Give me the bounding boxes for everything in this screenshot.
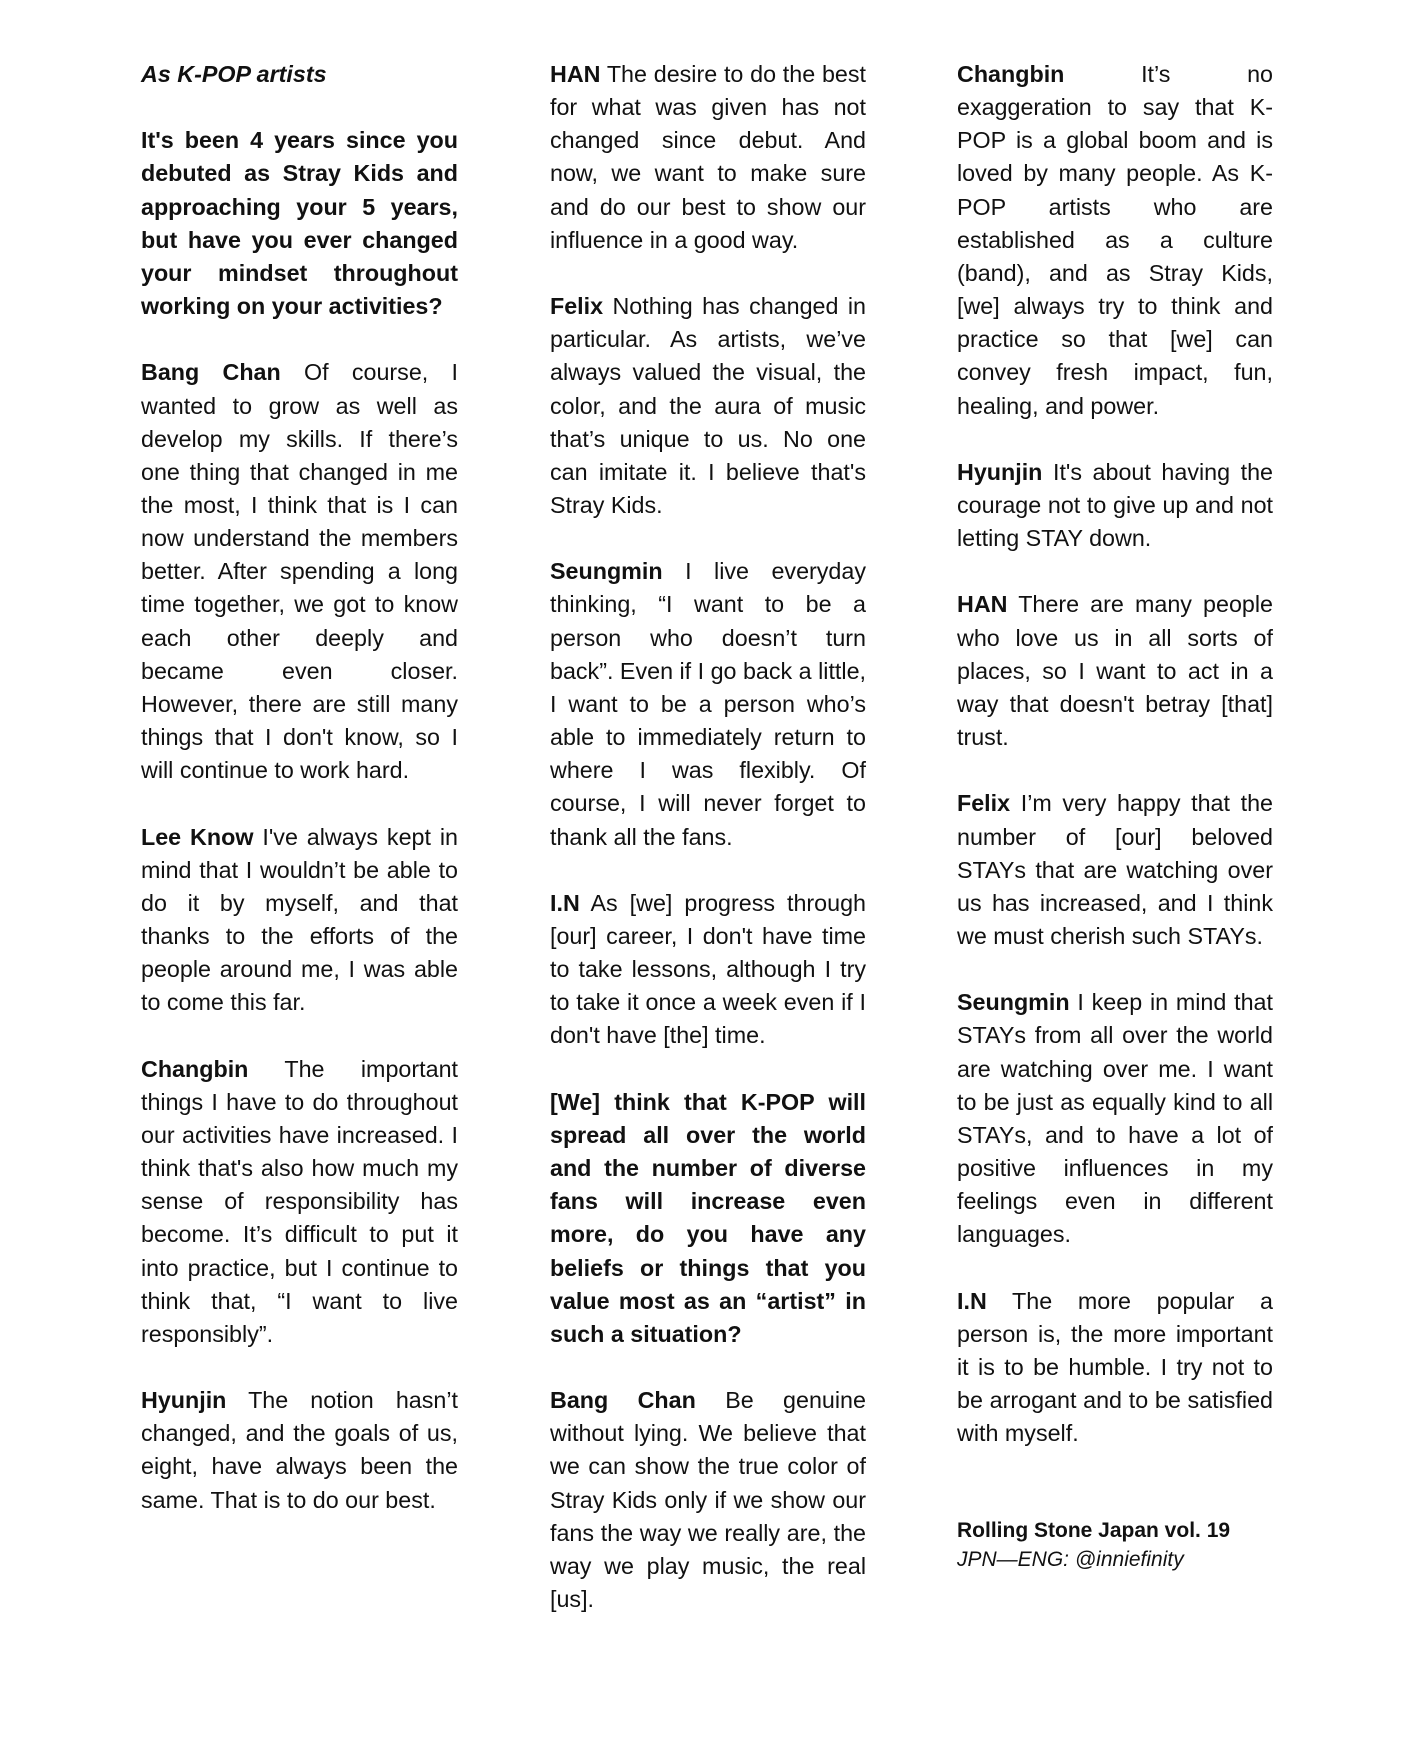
- answer-han: [550, 58, 866, 257]
- credit-source: Rolling Stone Japan vol. 19: [957, 1519, 1231, 1543]
- answer-han-2: [957, 588, 1273, 754]
- speaker: Hyunjin: [957, 458, 1043, 485]
- speaker: Lee Know: [141, 823, 254, 850]
- answer-text: I've always kept in mind that I wouldn’t be able to do it by myself, and that thanks to the efforts of the people around me, I was able to come this far.: [141, 823, 458, 1016]
- answer-bang-chan: [141, 356, 458, 787]
- answer-text: There are many people who love us in all sorts of places, so I want to act in a way that doesn't betray [that] trust.: [957, 591, 1273, 751]
- answer-text: The more popular a person is, the more important it is to be humble. I try not to be arrogant and to be satisfied with myself.: [957, 1287, 1273, 1447]
- answer-changbin: [141, 1053, 458, 1351]
- column-2: [550, 58, 866, 1649]
- credit-translator: JPN—ENG: @inniefinity: [957, 1548, 1184, 1572]
- answer-in-2: [957, 1285, 1273, 1451]
- answer-text: Nothing has changed in particular. As artists, we’ve always valued the visual, the color, and the aura of music that’s unique to us. No one can imitate it. I believe that's Stray Kids.: [550, 293, 866, 519]
- answer-text: The notion hasn’t changed, and the goals of us, eight, have always been the same. That is to do our best.: [141, 1387, 458, 1513]
- speaker: Seungmin: [957, 989, 1070, 1016]
- answer-changbin-2: [957, 58, 1273, 423]
- answer-text: Of course, I wanted to grow as well as develop my skills. If there’s one thing that changed in me the most, I think that is I can now understand the members better. After spending a long time together, we got to know each other deeply and became even closer. However, there are still many things that I don't know, so I will continue to work hard.: [141, 359, 458, 784]
- speaker: Bang Chan: [550, 1387, 696, 1414]
- speaker: Seungmin: [550, 558, 663, 585]
- column-3: [957, 58, 1273, 1574]
- credit: [957, 1516, 1273, 1574]
- answer-felix-2: [957, 787, 1273, 953]
- answer-in: [550, 887, 866, 1053]
- answer-text: I’m very happy that the number of [our] beloved STAYs that are watching over us has increased, and I think we must cherish such STAYs.: [957, 790, 1273, 950]
- speaker: Changbin: [957, 61, 1065, 87]
- answer-text: As [we] progress through [our] career, I don't have time to take lessons, although I try to take it once a week even if I don't have [the] time.: [550, 889, 866, 1049]
- answer-bang-chan-2: [550, 1384, 866, 1616]
- question-1: It's been 4 years since you debuted as Stray Kids and approaching your 5 years, but have you ever changed your mindset throughout working on your activities?: [141, 127, 458, 320]
- answer-text: I live everyday thinking, “I want to be a person who doesn’t turn back”. Even if I go back a little, I want to be a person who’s able to immediately return to where I was flexibly. Of course, I will never forget to thank all the fans.: [550, 558, 866, 850]
- question-2: [We] think that K-POP will spread all over the world and the number of diverse fans will increase even more, do you have any beliefs or things that you value most as an “artist” in such a situation?: [550, 1088, 866, 1347]
- answer-text: The desire to do the best for what was given has not changed since debut. And now, we want to make sure and do our best to show our influence in a good way.: [550, 61, 866, 253]
- answer-text: The important things I have to do throughout our activities have increased. I think that's also how much my sense of responsibility has become. It’s difficult to put it into practice, but I continue to think that, “I want to live responsibly”.: [141, 1055, 458, 1347]
- speaker: Changbin: [141, 1055, 249, 1082]
- answer-lee-know: [141, 821, 458, 1020]
- section-title: As K-POP artists: [141, 61, 327, 87]
- speaker: Felix: [957, 790, 1011, 817]
- speaker: HAN: [550, 61, 601, 87]
- answer-seungmin: [550, 555, 866, 853]
- answer-text: I keep in mind that STAYs from all over the world are watching over me. I want to be just as equally kind to all STAYs, and to have a lot of positive influences in my feelings even in different languages.: [957, 989, 1273, 1248]
- answer-text: It’s no exaggeration to say that K-POP is a global boom and is loved by many people. As K-POP artists who are established as a culture (band), and as Stray Kids, [we] always try to think and practice so that [we] can convey fresh impact, fun, healing, and power.: [957, 61, 1273, 419]
- answer-seungmin-2: [957, 986, 1273, 1251]
- column-1: [141, 58, 458, 1550]
- speaker: Felix: [550, 293, 604, 320]
- answer-hyunjin-2: [957, 456, 1273, 555]
- speaker: HAN: [957, 591, 1008, 618]
- answer-text: It's about having the courage not to give up and not letting STAY down.: [957, 458, 1273, 552]
- answer-hyunjin: [141, 1384, 458, 1517]
- speaker: I.N: [550, 889, 580, 916]
- speaker: Hyunjin: [141, 1387, 227, 1414]
- answer-felix: [550, 290, 866, 522]
- speaker: I.N: [957, 1287, 987, 1314]
- answer-text: Be genuine without lying. We believe that we can show the true color of Stray Kids only if we show our fans the way we really are, the way we play music, the real [us].: [550, 1387, 866, 1613]
- speaker: Bang Chan: [141, 359, 281, 386]
